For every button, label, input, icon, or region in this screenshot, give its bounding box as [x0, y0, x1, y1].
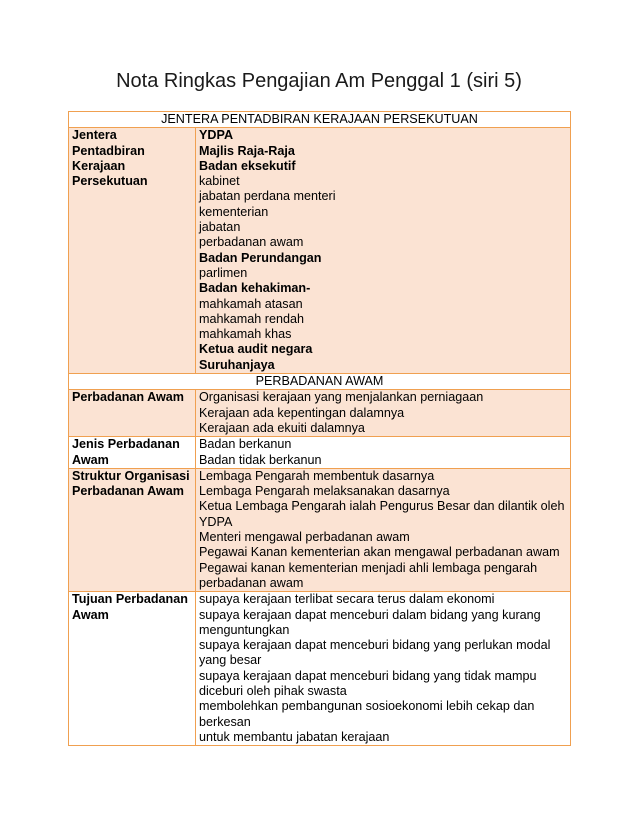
row-label — [69, 390, 196, 437]
content-line: Lembaga Pengarah melaksanakan dasarnya — [199, 484, 450, 499]
content-line: mahkamah rendah — [199, 311, 305, 326]
content-line: Kerajaan ada kepentingan dalamnya — [199, 405, 405, 420]
row-content — [196, 128, 571, 374]
content-line: Lembaga Pengarah membentuk dasarnya — [199, 468, 435, 483]
content-line: Organisasi kerajaan yang menjalankan perniagaan — [199, 390, 484, 405]
row-content — [196, 390, 571, 437]
content-line: perbadanan awam — [199, 235, 304, 250]
table-row — [69, 390, 571, 437]
content-line: jabatan — [199, 220, 241, 235]
row-content — [196, 437, 571, 469]
row-label-text: Perbadanan Awam — [72, 390, 184, 405]
content-line: untuk membantu jabatan kerajaan — [199, 729, 390, 744]
content-line: parlimen — [199, 265, 248, 280]
content-line: YDPA — [199, 128, 234, 143]
section-header-row — [69, 112, 571, 128]
content-line: Menteri mengawal perbadanan awam — [199, 530, 410, 545]
row-content — [196, 468, 571, 591]
content-line: Pegawai kanan kementerian menjadi ahli lembaga pengarah perbadanan awam — [199, 560, 538, 590]
content-line: Kerajaan ada ekuiti dalamnya — [199, 420, 365, 435]
row-label-text: Jenis Perbadanan Awam — [72, 437, 180, 467]
content-line: mahkamah khas — [199, 327, 292, 342]
table-row — [69, 468, 571, 591]
content-line: Badan tidak berkanun — [199, 452, 322, 467]
content-line: mahkamah atasan — [199, 296, 303, 311]
table-row — [69, 128, 571, 374]
content-line: Badan berkanun — [199, 437, 292, 452]
row-label-text: Jentera Pentadbiran Kerajaan Persekutuan — [72, 128, 148, 189]
row-label — [69, 592, 196, 746]
content-line: Badan kehakiman- — [199, 281, 311, 296]
content-line: Majlis Raja-Raja — [199, 143, 295, 158]
content-line: Badan Perundangan — [199, 250, 322, 265]
row-label-text: Struktur Organisasi Perbadanan Awam — [72, 468, 190, 499]
table-row — [69, 592, 571, 746]
content-line: Badan eksekutif — [199, 158, 296, 173]
content-line: Ketua audit negara — [199, 342, 313, 357]
content-line: jabatan perdana menteri — [199, 189, 336, 204]
content-line: membolehkan pembangunan sosioekonomi lebih cekap dan berkesan — [199, 699, 535, 729]
content-line: supaya kerajaan dapat menceburi bidang yang perlukan modal yang besar — [199, 638, 551, 668]
section-header: JENTERA PENTADBIRAN KERAJAAN PERSEKUTUAN — [69, 112, 571, 128]
content-line: supaya kerajaan terlibat secara terus dalam ekonomi — [199, 592, 495, 607]
content-line: kabinet — [199, 174, 240, 189]
content-line: supaya kerajaan dapat menceburi bidang yang tidak mampu diceburi oleh pihak swasta — [199, 668, 537, 698]
row-label-text: Tujuan Perbadanan Awam — [72, 592, 188, 622]
row-label — [69, 468, 196, 591]
notes-table — [68, 111, 571, 746]
section-header-row — [69, 374, 571, 390]
content-line: supaya kerajaan dapat menceburi dalam bidang yang kurang menguntungkan — [199, 607, 541, 637]
content-line: Suruhanjaya — [199, 357, 275, 372]
table-row — [69, 437, 571, 469]
row-label — [69, 128, 196, 374]
page-title: Nota Ringkas Pengajian Am Penggal 1 (siri 5) — [116, 70, 522, 92]
row-content — [196, 592, 571, 746]
content-line: kementerian — [199, 204, 269, 219]
content-line: Pegawai Kanan kementerian akan mengawal perbadanan awam — [199, 545, 560, 560]
section-header: PERBADANAN AWAM — [69, 374, 571, 390]
row-label — [69, 437, 196, 469]
content-line: Ketua Lembaga Pengarah ialah Pengurus Besar dan dilantik oleh YDPA — [199, 499, 565, 529]
